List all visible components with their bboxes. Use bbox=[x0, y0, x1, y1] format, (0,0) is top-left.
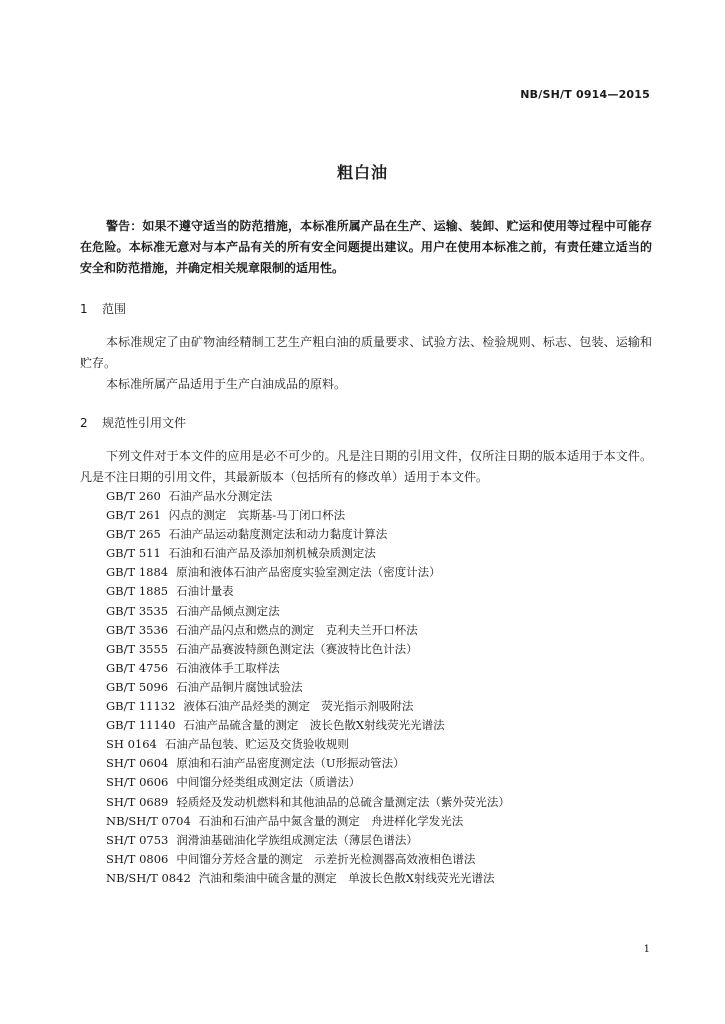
reference-code: GB/T 11140 bbox=[106, 718, 176, 733]
reference-title: 中间馏分烃类组成测定法（质谱法） bbox=[176, 775, 361, 790]
reference-title: 轻质烃及发动机燃料和其他油品的总硫含量测定法（紫外荧光法） bbox=[176, 794, 510, 809]
scope-paragraph-1: 本标准规定了由矿物油经精制工艺生产粗白油的质量要求、试验方法、检验规则、标志、包装、运输和贮存。 bbox=[80, 335, 652, 370]
document-title: 粗白油 bbox=[336, 163, 388, 182]
reference-title: 润滑油基础油化学族组成测定法（薄层色谱法） bbox=[176, 832, 418, 847]
warning-paragraph: 警告：如果不遵守适当的防范措施，本标准所属产品在生产、运输、装卸、贮运和使用等过程中可能存在危险。本标准无意对与本产品有关的所有安全问题提出建议。用户在使用本标准之前，有责任建立适当的安全和防范措施，并确定相关规章限制的适用性。 bbox=[80, 219, 652, 275]
reference-code: GB/T 3535 bbox=[106, 603, 169, 618]
reference-code: GB/T 1884 bbox=[106, 565, 169, 580]
section-title: 规范性引用文件 bbox=[102, 416, 187, 430]
reference-code: SH/T 0806 bbox=[106, 851, 169, 866]
reference-title: 石油产品铜片腐蚀试验法 bbox=[176, 679, 303, 694]
reference-item bbox=[106, 869, 646, 888]
reference-title: 石油计量表 bbox=[176, 584, 234, 599]
reference-item bbox=[106, 754, 646, 773]
reference-title: 石油产品水分测定法 bbox=[168, 489, 273, 503]
reference-code: GB/T 265 bbox=[106, 527, 161, 542]
reference-item bbox=[106, 506, 646, 525]
reference-title: 石油产品运动黏度测定法和动力黏度计算法 bbox=[168, 527, 388, 542]
reference-item bbox=[106, 621, 646, 640]
reference-title: 石油产品硫含量的测定 波长色散X射线荧光光谱法 bbox=[183, 718, 445, 733]
reference-list bbox=[106, 487, 646, 888]
reference-title: 石油液体手工取样法 bbox=[176, 660, 280, 675]
reference-item bbox=[106, 678, 646, 697]
reference-code: SH/T 0753 bbox=[106, 832, 169, 847]
reference-title: 石油和石油产品中氮含量的测定 舟进样化学发光法 bbox=[198, 813, 464, 828]
reference-code: SH/T 0606 bbox=[106, 775, 169, 790]
reference-title: 闪点的测定 宾斯基-马丁闭口杯法 bbox=[168, 508, 346, 523]
reference-item bbox=[106, 735, 646, 754]
references-intro-paragraph: 下列文件对于本文件的应用是必不可少的。凡是注日期的引用文件，仅所注日期的版本适用于本文件。凡是不注日期的引用文件，其最新版本（包括所有的修改单）适用于本文件。 bbox=[80, 449, 652, 484]
reference-title: 中间馏分芳烃含量的测定 示差折光检测器高效液相色谱法 bbox=[176, 851, 476, 866]
section-number: 1 bbox=[80, 302, 88, 316]
reference-item bbox=[106, 793, 646, 812]
reference-code: SH 0164 bbox=[106, 737, 157, 752]
reference-item bbox=[106, 525, 646, 544]
reference-code: NB/SH/T 0842 bbox=[106, 870, 191, 885]
reference-code: GB/T 4756 bbox=[106, 660, 169, 675]
reference-item bbox=[106, 563, 646, 582]
reference-item bbox=[106, 831, 646, 850]
reference-code: GB/T 511 bbox=[106, 546, 161, 561]
reference-item bbox=[106, 716, 646, 735]
reference-code: GB/T 1885 bbox=[106, 584, 169, 599]
scope-paragraph-2: 本标准所属产品适用于生产白油成品的原料。 bbox=[106, 377, 347, 391]
reference-item bbox=[106, 582, 646, 601]
reference-item bbox=[106, 602, 646, 621]
reference-item bbox=[106, 544, 646, 563]
reference-title: 原油和液体石油产品密度实验室测定法（密度计法） bbox=[176, 565, 441, 580]
reference-title: 石油产品闪点和燃点的测定 克利夫兰开口杯法 bbox=[176, 622, 418, 637]
section-2-heading bbox=[80, 414, 640, 431]
reference-code: GB/T 11132 bbox=[106, 699, 176, 714]
reference-item bbox=[106, 773, 646, 792]
reference-code: SH/T 0604 bbox=[106, 756, 169, 771]
section-number: 2 bbox=[80, 416, 88, 430]
reference-item bbox=[106, 659, 646, 678]
reference-title: 液体石油产品烃类的测定 荧光指示剂吸附法 bbox=[183, 699, 414, 714]
reference-code: GB/T 3555 bbox=[106, 641, 169, 656]
reference-title: 石油产品赛波特颜色测定法（赛波特比色计法） bbox=[176, 641, 418, 656]
page-number: 1 bbox=[643, 944, 650, 955]
reference-code: GB/T 3536 bbox=[106, 622, 169, 637]
reference-title: 石油产品包装、贮运及交货验收规则 bbox=[164, 737, 349, 752]
reference-item bbox=[106, 850, 646, 869]
reference-item bbox=[106, 697, 646, 716]
reference-title: 石油和石油产品及添加剂机械杂质测定法 bbox=[168, 546, 376, 561]
reference-code: GB/T 260 bbox=[106, 489, 161, 503]
reference-title: 石油产品倾点测定法 bbox=[176, 603, 280, 618]
reference-item bbox=[106, 487, 646, 506]
section-title: 范围 bbox=[102, 302, 127, 316]
reference-code: SH/T 0689 bbox=[106, 794, 169, 809]
reference-code: GB/T 261 bbox=[106, 508, 161, 523]
section-1-heading bbox=[80, 300, 640, 317]
reference-item bbox=[106, 812, 646, 831]
reference-title: 原油和石油产品密度测定法（U形振动管法） bbox=[176, 756, 405, 771]
reference-title: 汽油和柴油中硫含量的测定 单波长色散X射线荧光光谱法 bbox=[198, 870, 495, 885]
reference-code: NB/SH/T 0704 bbox=[106, 813, 191, 828]
standard-code: NB/SH/T 0914—2015 bbox=[520, 88, 650, 101]
reference-code: GB/T 5096 bbox=[106, 679, 169, 694]
reference-item bbox=[106, 640, 646, 659]
